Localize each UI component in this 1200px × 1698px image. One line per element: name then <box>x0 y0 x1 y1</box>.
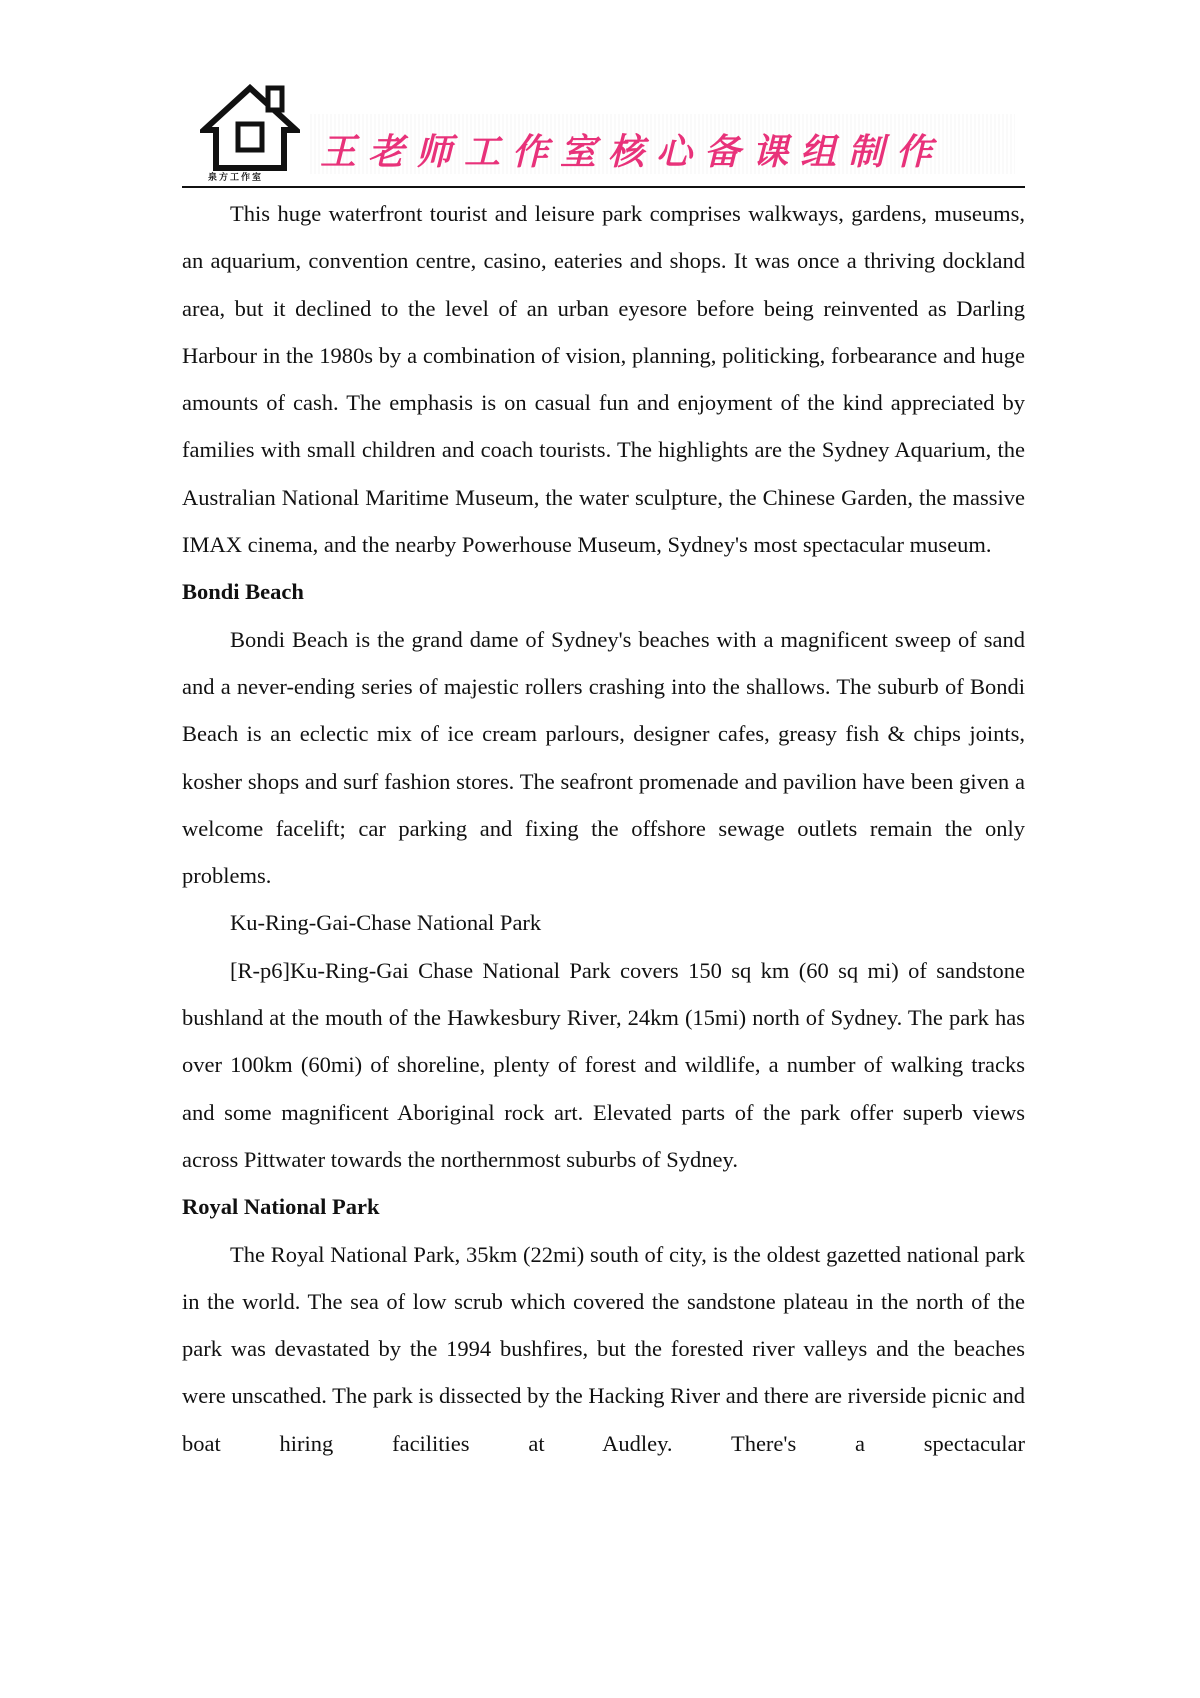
section-heading: Bondi Beach <box>182 579 304 605</box>
document-body <box>182 190 1025 1467</box>
paragraph: Bondi Beach is the grand dame of Sydney's beaches with a magnificent sweep of sand and a never-ending series of majestic rollers crashing into the shallows. The suburb of Bondi Beach is an eclectic mix of ice cream parlours, designer cafes, greasy fish & chips joints, kosher shops and surf fashion stores. The seafront promenade and pavilion have been given a welcome facelift; car parking and fixing the offshore sewage outlets remain the only problems. <box>182 626 1025 889</box>
subheading-paragraph: Ku-Ring-Gai-Chase National Park <box>230 910 542 936</box>
logo-text: 泉方工作室 <box>208 173 264 183</box>
paragraph: This huge waterfront tourist and leisure park comprises walkways, gardens, museums, an aquarium, convention centre, casino, eateries and shops. It was once a thriving dockland area, but it declined to the level of an urban eyesore before being reinvented as Darling Harbour in the 1980s by a combination of vision, planning, politicking, forbearance and huge amounts of cash. The emphasis is on casual fun and enjoyment of the kind appreciated by families with small children and coach tourists. The highlights are the Sydney Aquarium, the Australian National Maritime Museum, the water sculpture, the Chinese Garden, the massive IMAX cinema, and the nearby Powerhouse Museum, Sydney's most spectacular museum. <box>182 201 1025 558</box>
page-header <box>182 84 1025 188</box>
paragraph: The Royal National Park, 35km (22mi) south of city, is the oldest gazetted national park in the world. The sea of low scrub which covered the sandstone plateau in the north of the park was devastated by the 1994 bushfires, but the forested river valleys and the beaches were unscathed. The park is dissected by the Hacking River and there are riverside picnic and boat hiring facilities at Audley. There's a spectacular <box>182 1241 1026 1456</box>
paragraph: [R-p6]Ku-Ring-Gai Chase National Park covers 150 sq km (60 sq mi) of sandstone bushland at the mouth of the Hawkesbury River, 24km (15mi) north of Sydney. The park has over 100km (60mi) of shoreline, plenty of forest and wildlife, a number of walking tracks and some magnificent Aboriginal rock art. Elevated parts of the park offer superb views across Pittwater towards the northernmost suburbs of Sydney. <box>182 957 1025 1172</box>
header-divider <box>182 186 1025 188</box>
house-logo-icon <box>200 84 300 184</box>
section-heading: Royal National Park <box>182 1194 380 1220</box>
banner-title: 王老师工作室核心备课组制作 <box>320 132 945 173</box>
